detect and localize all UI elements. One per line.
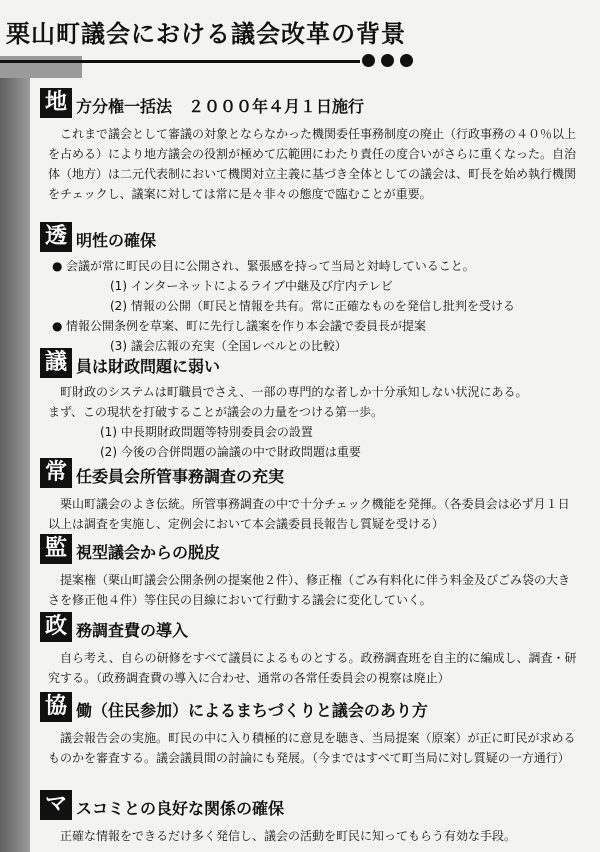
section-collaboration bbox=[40, 692, 595, 768]
section-kanji-badge: 透 bbox=[40, 222, 72, 252]
section-title: 明性の確保 bbox=[76, 231, 157, 250]
section-body: 栗山町議会のよき伝統。所管事務調査の中で十分チェック機能を発揮。（各委員会は必ず月１日以上は調査を実施し、定例会において本会議委員長報告し質疑を受ける） bbox=[48, 497, 570, 531]
section-title: 務調査費の導入 bbox=[76, 621, 189, 640]
sub-item: (2) 今後の合併問題の論議の中で財政問題は重要 bbox=[100, 445, 361, 459]
section-title: 方分権一括法 ２０００年４月１日施行 bbox=[76, 97, 365, 116]
dot-icon bbox=[362, 54, 375, 67]
section-heading bbox=[40, 222, 595, 254]
dot-icon bbox=[381, 54, 394, 67]
section-heading bbox=[40, 790, 595, 822]
bullet-item bbox=[40, 256, 595, 276]
bullet-icon: ● bbox=[52, 259, 63, 273]
section-kanji-badge: 常 bbox=[40, 458, 72, 488]
section-heading bbox=[40, 692, 595, 724]
section-body: 町財政のシステムは町職員でさえ、一部の専門的な者しか十分承知しない状況にある。 bbox=[60, 385, 528, 399]
sub-item: (3) 議会広報の充実（全国レベルとの比較） bbox=[110, 339, 347, 353]
section-body: 自ら考え、自らの研修をすべて議員によるものとする。政務調査班を自主的に編成し、調査・研究する。（政務調査費の導入に合わせ、通常の各常任委員会の視察は廃止） bbox=[48, 651, 577, 685]
section-title: 員は財政問題に弱い bbox=[76, 357, 221, 376]
section-body: 正確な情報をできるだけ多く発信し、議会の活動を町民に知ってもらう有効な手段。 bbox=[60, 829, 517, 843]
title-area bbox=[0, 0, 600, 70]
section-kanji-badge: 協 bbox=[40, 692, 72, 722]
sub-item: (1) 中長期財政問題等特別委員会の設置 bbox=[100, 425, 313, 439]
bullet-text: 情報公開条例を草案、町に先行し議案を作り本会議で委員長が提案 bbox=[66, 319, 427, 333]
section-heading bbox=[40, 612, 595, 644]
section-title: 働（住民参加）によるまちづくりと議会のあり方 bbox=[76, 701, 428, 720]
section-body: これまで議会として審議の対象とならなかった機関委任事務制度の廃止（行政事務の４０％以上を占める）により地方議会の役割が極めて広範囲にわたり責任の度合いがさらに重くなった。自治体（地方）は二元代表制において機関対立主義に基づき全体としての議会は、町長を始め執行機関をチェックし、議案に対しては常に是々非々の態度で臨むことが重要。 bbox=[48, 127, 577, 201]
section-title: スコミとの良好な関係の確保 bbox=[76, 799, 285, 818]
section-title: 任委員会所管事務調査の充実 bbox=[76, 467, 285, 486]
section-decentralization bbox=[40, 88, 595, 204]
title-rule bbox=[0, 60, 360, 63]
dot-icon bbox=[400, 54, 413, 67]
section-oversight bbox=[40, 534, 595, 610]
sub-item: (1) インターネットによるライブ中継及び庁内テレビ bbox=[110, 279, 393, 293]
section-heading bbox=[40, 458, 595, 490]
bullet-item bbox=[40, 316, 595, 336]
section-heading bbox=[40, 348, 595, 380]
section-media bbox=[40, 790, 595, 846]
section-body: 提案権（栗山町議会公開条例の提案他２件）、修正権（ごみ有料化に伴う料金及びごみ袋の大きさを修正他４件）等住民の目線において行動する議会に変化していく。 bbox=[48, 573, 571, 607]
page-title: 栗山町議会における議会改革の背景 bbox=[6, 20, 406, 48]
bullet-icon: ● bbox=[52, 319, 63, 333]
section-finance bbox=[40, 348, 595, 462]
section-kanji-badge: 議 bbox=[40, 348, 72, 378]
bullet-text: 会議が常に町民の目に公開され、緊張感を持って当局と対峙していること。 bbox=[66, 259, 475, 273]
section-committee bbox=[40, 458, 595, 534]
section-kanji-badge: 監 bbox=[40, 534, 72, 564]
section-heading bbox=[40, 88, 595, 120]
section-transparency bbox=[40, 222, 595, 356]
section-kanji-badge: 地 bbox=[40, 88, 72, 118]
sub-item: (2) 情報の公開（町民と情報を共有。常に正確なものを発信し批判を受ける bbox=[110, 299, 515, 313]
decorative-dots bbox=[362, 54, 413, 68]
section-title: 視型議会からの脱皮 bbox=[76, 543, 221, 562]
section-research-funds bbox=[40, 612, 595, 688]
section-kanji-badge: マ bbox=[40, 790, 72, 820]
section-kanji-badge: 政 bbox=[40, 612, 72, 642]
section-heading bbox=[40, 534, 595, 566]
section-body: 議会報告会の実施。町民の中に入り積極的に意見を聴き、当局提案（原案）が正に町民が求めるものかを審査する。議会議員間の討論にも発展。（今まではすべて町当局に対し質疑の一方通行） bbox=[48, 731, 576, 765]
section-body: まず、この現状を打破することが議会の力量をつける第一歩。 bbox=[48, 405, 384, 419]
gray-sidebar bbox=[0, 78, 30, 852]
